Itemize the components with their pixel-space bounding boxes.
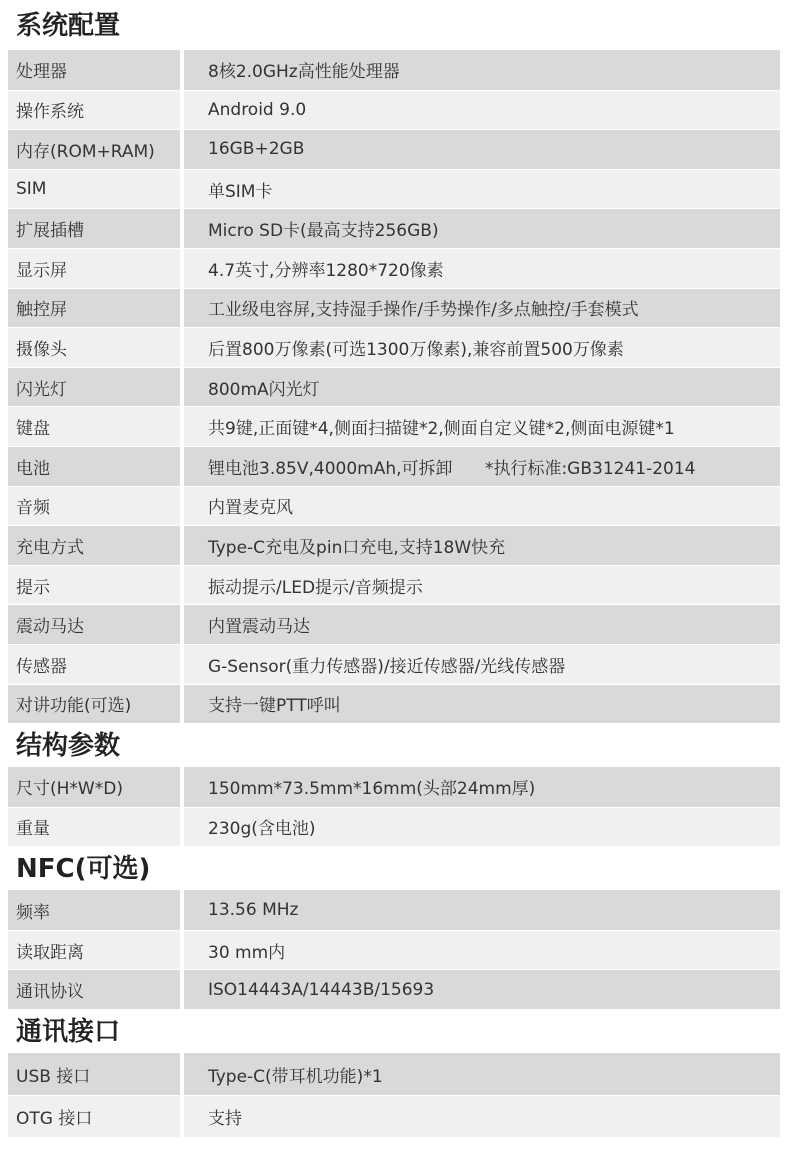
table-row: [8, 208, 780, 248]
spec-value: Type-C(带耳机功能)*1: [184, 1053, 780, 1095]
spec-value: Type-C充电及pin口充电,支持18W快充: [184, 526, 780, 565]
spec-value: 共9键,正面键*4,侧面扫描键*2,侧面自定义键*2,侧面电源键*1: [184, 407, 780, 446]
table-row: [8, 327, 780, 367]
spec-value: 振动提示/LED提示/音频提示: [184, 566, 780, 605]
spec-value: 13.56 MHz: [184, 890, 780, 930]
spec-table-interface: [8, 1053, 780, 1137]
table-row: [8, 446, 780, 486]
table-row: [8, 1053, 780, 1095]
spec-value: 150mm*73.5mm*16mm(头部24mm厚): [184, 767, 780, 807]
table-row: [8, 129, 780, 169]
spec-label: 重量: [8, 808, 180, 847]
spec-label: 对讲功能(可选): [8, 685, 180, 724]
spec-label: 扩展插槽: [8, 209, 180, 248]
table-row: [8, 367, 780, 407]
spec-label: 读取距离: [8, 931, 180, 970]
table-row: [8, 565, 780, 605]
spec-value: 支持一键PTT呼叫: [184, 685, 780, 724]
table-row: [8, 248, 780, 288]
spec-label: 通讯协议: [8, 970, 180, 1009]
spec-label: 充电方式: [8, 526, 180, 565]
spec-value: 16GB+2GB: [184, 130, 780, 169]
spec-value: 后置800万像素(可选1300万像素),兼容前置500万像素: [184, 328, 780, 367]
spec-label: USB 接口: [8, 1053, 180, 1095]
spec-label: 频率: [8, 890, 180, 930]
spec-label: 闪光灯: [8, 368, 180, 407]
spec-value: 230g(含电池): [184, 808, 780, 847]
table-row: [8, 406, 780, 446]
spec-label: 处理器: [8, 50, 180, 90]
table-row: [8, 969, 780, 1009]
table-row: [8, 50, 780, 90]
spec-table-structure: [8, 767, 780, 846]
spec-value: 4.7英寸,分辨率1280*720像素: [184, 249, 780, 288]
spec-value: 内置麦克风: [184, 487, 780, 526]
spec-value: 800mA闪光灯: [184, 368, 780, 407]
table-row: [8, 288, 780, 328]
spec-label: 内存(ROM+RAM): [8, 130, 180, 169]
section-title-interface: 通讯接口: [16, 1016, 121, 1047]
spec-label: 音频: [8, 487, 180, 526]
spec-label: 操作系统: [8, 91, 180, 130]
spec-value: 单SIM卡: [184, 170, 780, 209]
spec-label: 传感器: [8, 645, 180, 684]
table-row: [8, 807, 780, 847]
spec-value: Android 9.0: [184, 91, 780, 130]
table-row: [8, 486, 780, 526]
table-row: [8, 890, 780, 930]
table-row: [8, 525, 780, 565]
table-row: [8, 1095, 780, 1137]
spec-table-system: [8, 50, 780, 723]
spec-value: Micro SD卡(最高支持256GB): [184, 209, 780, 248]
spec-value: G-Sensor(重力传感器)/接近传感器/光线传感器: [184, 645, 780, 684]
spec-value: 内置震动马达: [184, 605, 780, 644]
spec-value: 支持: [184, 1096, 780, 1137]
spec-value: 锂电池3.85V,4000mAh,可拆卸 *执行标准:GB31241-2014: [184, 447, 780, 486]
section-title-system: 系统配置: [16, 10, 121, 41]
section-title-structure: 结构参数: [16, 730, 121, 761]
table-row: [8, 604, 780, 644]
spec-label: OTG 接口: [8, 1096, 180, 1137]
spec-value: 30 mm内: [184, 931, 780, 970]
spec-value: ISO14443A/14443B/15693: [184, 970, 780, 1009]
table-row: [8, 90, 780, 130]
section-title-nfc: NFC(可选): [16, 853, 151, 884]
table-row: [8, 644, 780, 684]
spec-label: 摄像头: [8, 328, 180, 367]
table-row: [8, 684, 780, 724]
spec-label: 提示: [8, 566, 180, 605]
spec-label: 电池: [8, 447, 180, 486]
spec-label: 显示屏: [8, 249, 180, 288]
spec-value: 工业级电容屏,支持湿手操作/手势操作/多点触控/手套模式: [184, 289, 780, 328]
spec-label: 键盘: [8, 407, 180, 446]
table-row: [8, 169, 780, 209]
spec-label: SIM: [8, 170, 180, 209]
spec-label: 触控屏: [8, 289, 180, 328]
spec-table-nfc: [8, 890, 780, 1009]
table-row: [8, 930, 780, 970]
spec-value: 8核2.0GHz高性能处理器: [184, 50, 780, 90]
spec-label: 尺寸(H*W*D): [8, 767, 180, 807]
spec-label: 震动马达: [8, 605, 180, 644]
table-row: [8, 767, 780, 807]
